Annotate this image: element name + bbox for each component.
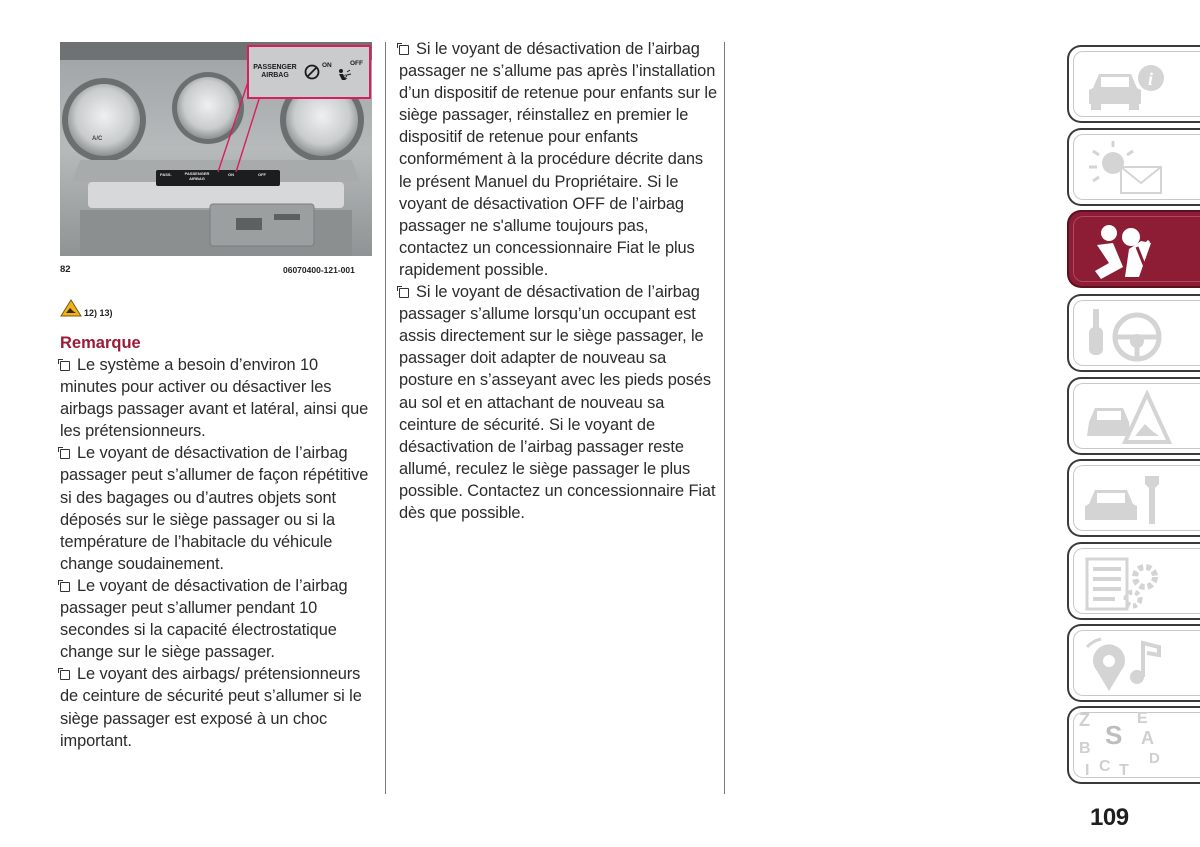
checkbox-bullet-icon [60, 670, 70, 680]
multimedia-icon [1079, 633, 1179, 697]
list-gears-icon [1079, 551, 1179, 615]
checkbox-bullet-icon [399, 288, 409, 298]
tab-technical-data[interactable] [1067, 542, 1200, 620]
index-letter: A [1141, 728, 1154, 748]
index-letter: S [1105, 720, 1123, 750]
paragraph [60, 442, 378, 575]
paragraph [399, 38, 719, 281]
paragraph-text: Le voyant de désactivation de l’airbag passager peut s’allumer de façon répétitive si des bagages ou d’autres objets sont déposés sur le siège passager ou si la température de l’habitacle du véhicule change soudainement. [60, 444, 369, 573]
tab-starting-driving[interactable] [1067, 294, 1200, 372]
paragraph-text: Le voyant des airbags/ prétensionneurs de ceinture de sécurité peut s’allumer si le siège passager est exposé à un choc important. [60, 665, 362, 750]
figure-code: 06070400-121-001 [283, 265, 355, 275]
callout-label [248, 64, 302, 80]
column-divider [724, 42, 725, 794]
tab-safety[interactable] [1067, 210, 1200, 288]
callout-line1: PASSENGER [253, 64, 297, 71]
panel-left: PASS. [160, 172, 172, 177]
index-letter: T [1119, 762, 1129, 779]
warning-refs: 12) 13) [84, 308, 113, 318]
callout-line2: AIRBAG [261, 72, 289, 79]
callout-off: OFF [350, 60, 363, 67]
airbag-off-icon [304, 64, 320, 80]
column-divider [385, 42, 386, 794]
key-steering-icon [1079, 303, 1179, 367]
warning-icon [60, 299, 82, 317]
column-left [60, 354, 378, 752]
alphabet-index-icon [1075, 708, 1175, 786]
tab-multimedia[interactable] [1067, 624, 1200, 702]
svg-text:i: i [1148, 69, 1154, 89]
paragraph [399, 281, 719, 524]
car-info-icon [1079, 54, 1179, 118]
tab-maintenance[interactable] [1067, 459, 1200, 537]
page-number: 109 [1090, 804, 1129, 831]
tab-lights-messages[interactable] [1067, 128, 1200, 206]
callout-num: 2 [344, 75, 348, 81]
checkbox-bullet-icon [60, 582, 70, 592]
figure-number: 82 [60, 264, 71, 275]
index-letter: E [1137, 710, 1148, 727]
paragraph-text: Si le voyant de désactivation de l’airbag passager s’allume lorsqu’un occupant est assis directement sur le siège passager, le passager doit adapter de nouveau sa posture en s’asseyant avec les pieds posés au sol et en attachant de nouveau sa ceinture de sécurité. Si le voyant de désactivation de l’airbag passager reste allumé, reculez le siège passager le plus possible. Contactez un concessionnaire Fiat dès que possible. [399, 283, 716, 522]
panel-on: ON [228, 172, 234, 177]
panel-mid [184, 171, 210, 181]
paragraph-text: Le système a besoin d’environ 10 minutes pour activer ou désactiver les airbags passager avant et latéral, ainsi que les prétensionneurs. [60, 356, 369, 441]
paragraph [60, 354, 378, 442]
tab-emergency[interactable] [1067, 377, 1200, 455]
dial-label: A/C [92, 136, 103, 142]
panel-off: OFF [258, 172, 266, 177]
checkbox-bullet-icon [60, 361, 70, 371]
tab-index[interactable] [1067, 706, 1200, 784]
tab-vehicle-info[interactable] [1067, 45, 1200, 123]
index-letter: B [1079, 740, 1091, 757]
dashboard-photo [60, 42, 372, 256]
lamp-envelope-icon [1079, 137, 1179, 201]
paragraph-text: Si le voyant de désactivation de l’airbag passager ne s’allume pas après l’installation d’un dispositif de retenue pour enfants sur le siège passager, réinstallez en premier le dispositif de retenue pour enfants conformément à la procédure décrite dans le présent Manuel du Propriétaire. Si le voyant de désactivation OFF de l’airbag passager ne s'allume toujours pas, contactez un concessionnaire Fiat le plus rapidement possible. [399, 40, 717, 279]
panel-mid2: AIRBAG [189, 176, 205, 181]
airbag-safety-icon [1079, 219, 1179, 283]
index-letter: Z [1079, 710, 1090, 730]
paragraph [60, 663, 378, 751]
checkbox-bullet-icon [60, 449, 70, 459]
index-letter: D [1149, 750, 1160, 767]
paragraph [60, 575, 378, 663]
index-letter: I [1085, 762, 1090, 779]
checkbox-bullet-icon [399, 45, 409, 55]
callout-on: ON [322, 62, 332, 69]
remarque-heading: Remarque [60, 334, 141, 352]
paragraph-text: Le voyant de désactivation de l’airbag passager peut s’allumer pendant 10 secondes si la capacité électrostatique change sur le siège passager. [60, 576, 348, 662]
car-wrench-icon [1079, 468, 1179, 532]
index-letter: C [1099, 758, 1111, 775]
panel-mid1: PASSENGER [184, 171, 210, 176]
column-right [399, 38, 719, 524]
breakdown-warning-icon [1079, 386, 1179, 450]
